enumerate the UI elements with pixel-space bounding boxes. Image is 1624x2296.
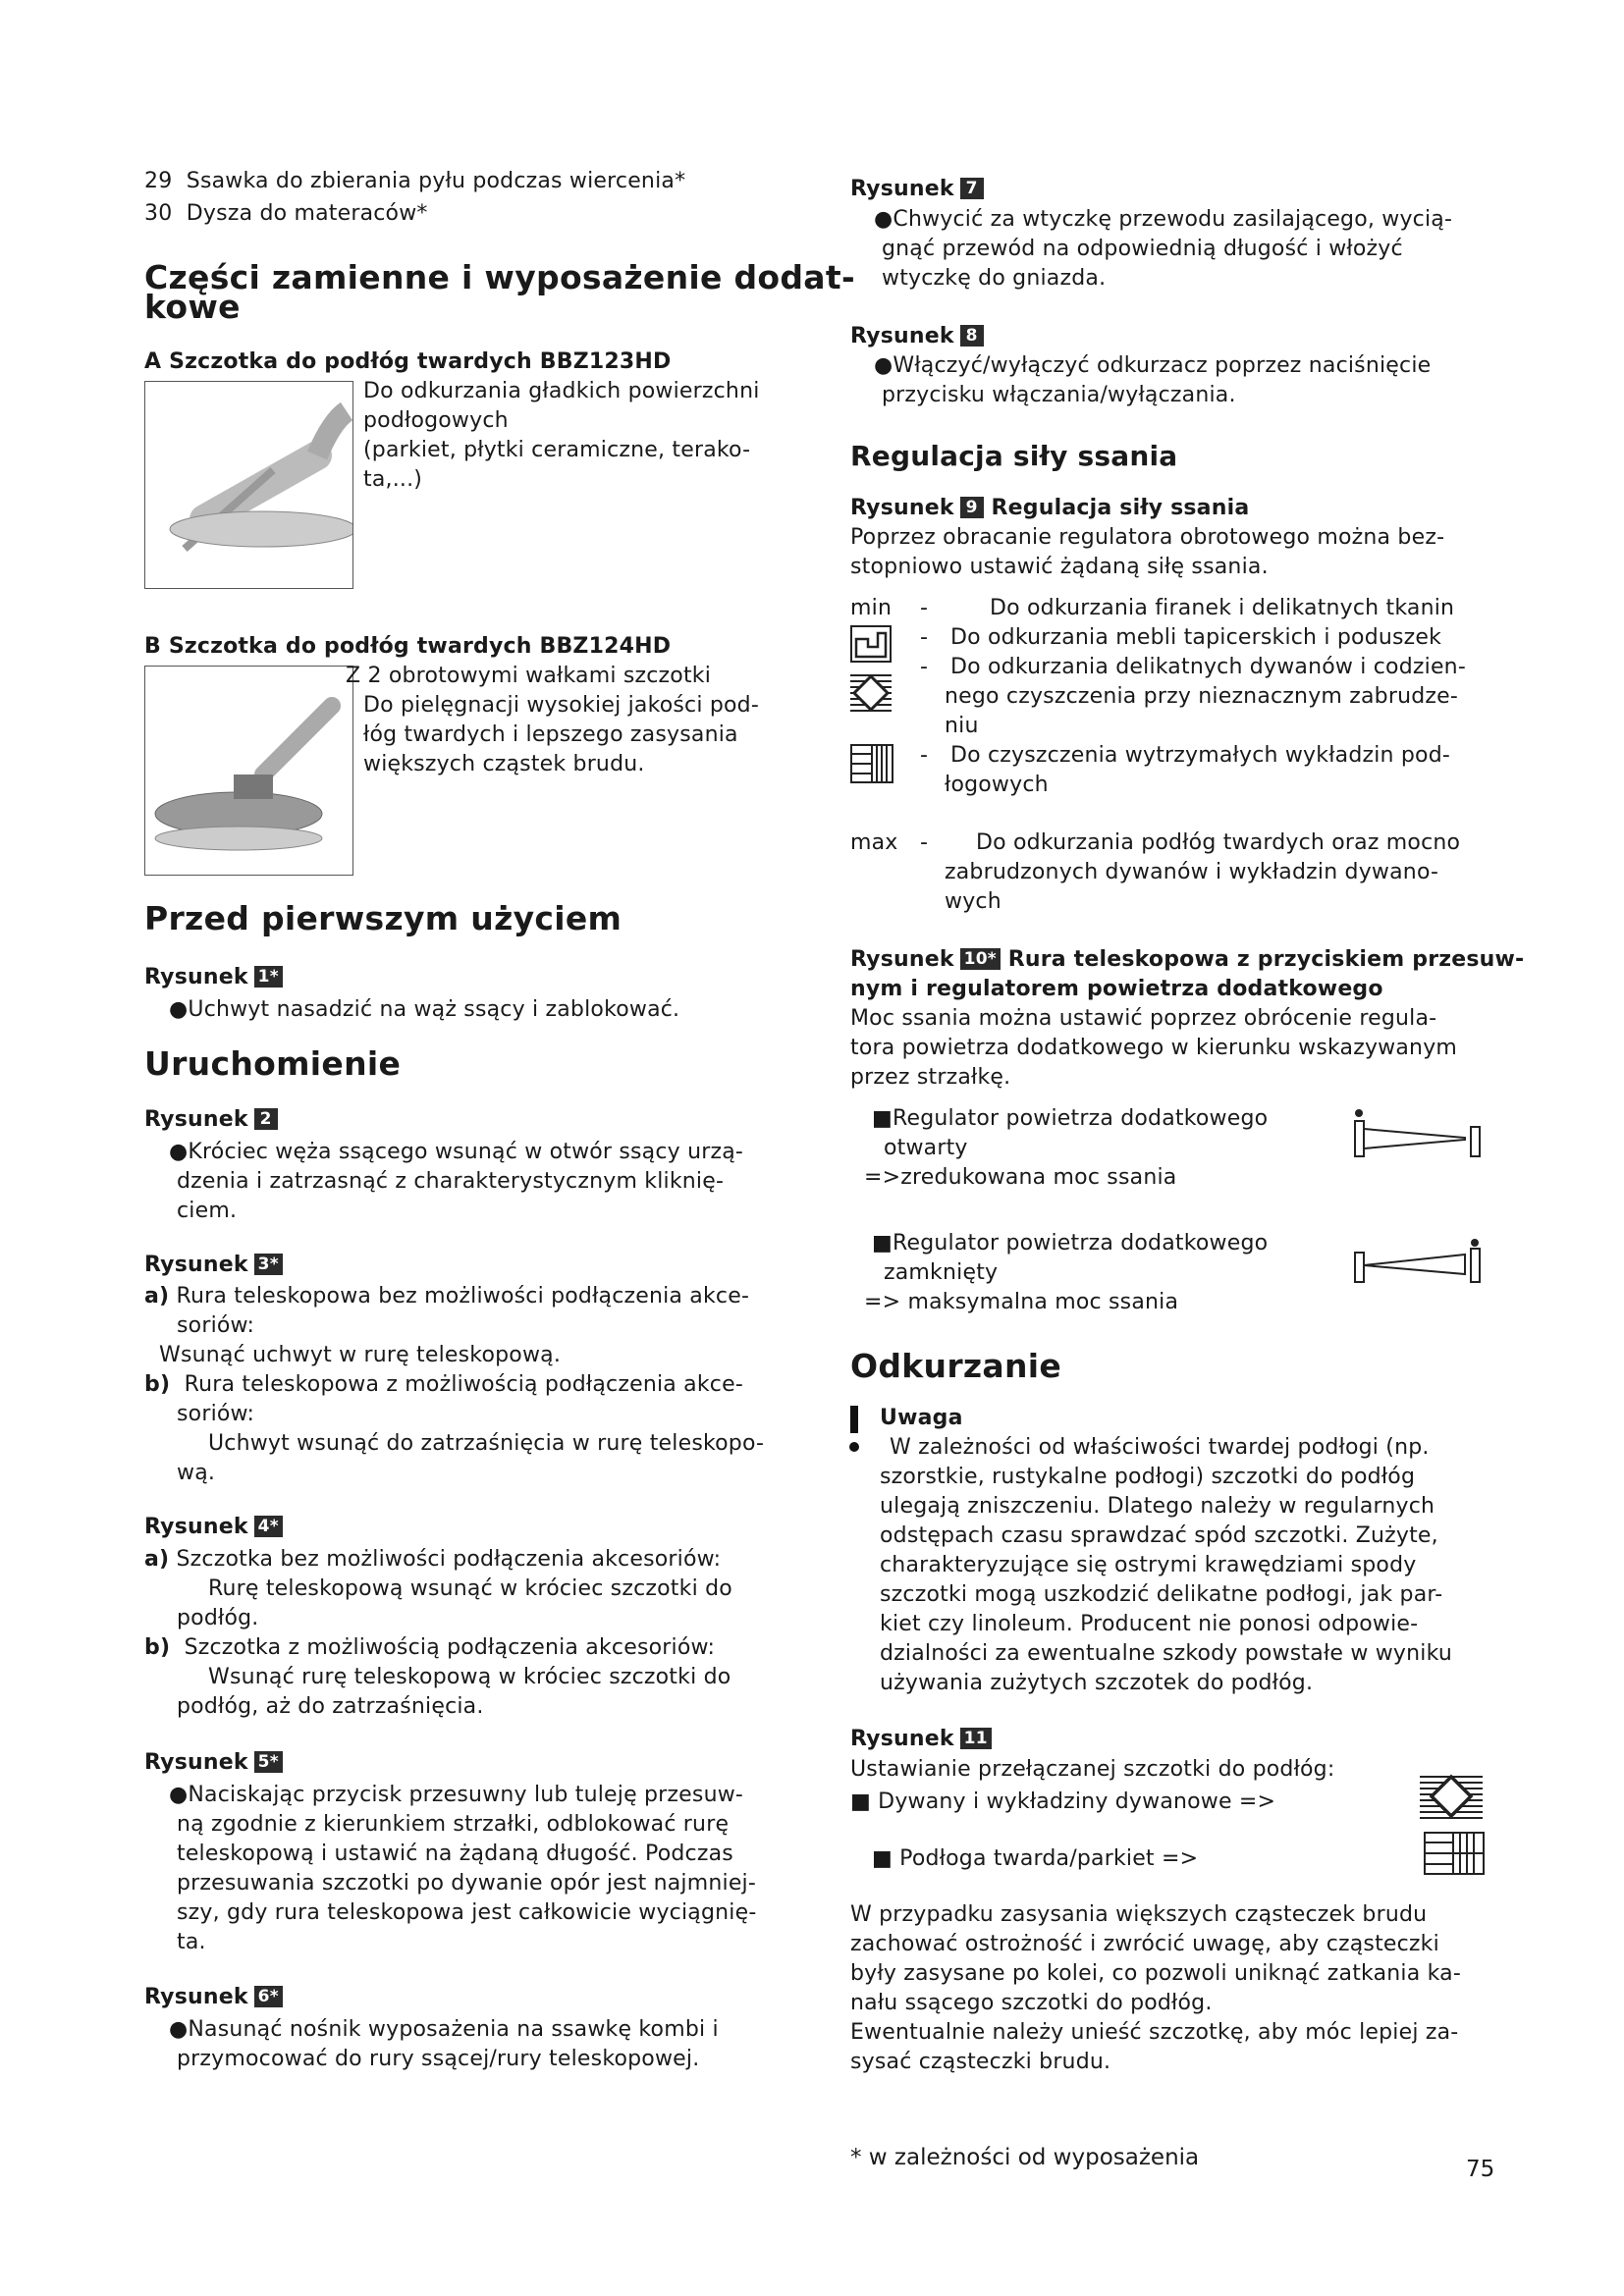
r2-line-2: dzenia i zatrzasnąć z charakterystycznym kliknię- [177,1169,725,1194]
r5-line-3: teleskopową i ustawić na żądaną długość. Podczas [177,1842,733,1866]
rysunek-11: Rysunek 11 [850,1725,992,1754]
warning-line-7: kiet czy linoleum. Producent nie ponosi odpowie- [880,1612,1419,1636]
r7-line-3: wtyczkę do gniazda. [882,266,1107,291]
warning-line-5: charakteryzujące się ostrymi krawędziami spody [880,1553,1417,1577]
spare-parts-title-1: Części zamienne i wyposażenie dodat- [144,258,855,296]
figure-badge-6: 6* [254,1986,283,2007]
r7-line-2: gnąć przewód na odpowiednią długość i włożyć [882,237,1403,261]
r2-line-1: ●Króciec węża ssącego wsunąć w otwór ssący urzą- [169,1140,744,1164]
upholstery-icon [850,625,892,667]
outro-line-3: były zasysane po kolei, co pozwoli uniknąć zatkania ka- [850,1961,1461,1986]
hard-floor-setting-icon [1424,1832,1485,1879]
r10-text-2: tora powietrza dodatkowego w kierunku wskazywanym [850,1036,1458,1060]
warning-icon [846,1404,864,1459]
parquet-icon [850,744,893,787]
before-first-use-title: Przed pierwszym użyciem [144,899,623,937]
rysunek-4: Rysunek 4* [144,1513,283,1542]
open-line-1: ■Regulator powietrza dodatkowego [872,1106,1269,1131]
r11-carpets: ■ Dywany i wykładziny dywanowe => [850,1789,1276,1814]
r3-b-line-1: b) Rura teleskopowa z możliwością podłączenia akce- [144,1372,743,1397]
max-label: max [850,830,898,855]
brush-b-title: B Szczotka do podłóg twardych BBZ124HD [144,634,672,659]
outro-line-2: zachować ostrożność i zwrócić uwagę, aby cząsteczki [850,1932,1439,1956]
r4-a-line: a) Szczotka bez możliwości podłączenia akcesoriów: [144,1547,722,1572]
l3-dash: - [920,655,929,679]
page-number: 75 [1466,2157,1495,2182]
rysunek-3: Rysunek 3* [144,1251,283,1280]
r8-line-2: przycisku włączania/wyłączania. [882,383,1236,407]
max-text-2: zabrudzonych dywanów i wykładzin dywano- [945,860,1439,884]
r4-a-action-2: podłóg. [177,1606,259,1630]
r8-line-1: ●Włączyć/wyłączyć odkurzacz poprzez naciśnięcie [874,353,1432,378]
carpet-setting-icon [1420,1774,1483,1823]
regulator-closed-icon [1351,1233,1489,1296]
r3-b-action-1: Uchwyt wsunąć do zatrzaśnięcia w rurę teleskopo- [208,1431,765,1456]
l3-text-3: niu [945,714,979,738]
r10-text-1: Moc ssania można ustawić poprzez obrócenie regula- [850,1006,1437,1031]
suction-intro-2: stopniowo ustawić żądaną siłę ssania. [850,555,1269,579]
open-line-3: =>zredukowana moc ssania [864,1165,1177,1190]
warning-line-3: ulegają zniszczeniu. Dlatego należy w regularnych [880,1494,1435,1519]
l3-text-2: nego czyszczenia przy nieznacznym zabrudze- [945,684,1459,709]
l2-dash: - [920,625,929,650]
max-text-3: wych [945,889,1001,914]
warning-line-9: używania zużytych szczotek do podłóg. [880,1671,1314,1695]
open-line-2: otwarty [884,1136,968,1160]
r3-a-action: Wsunąć uchwyt w rurę teleskopową. [159,1343,562,1367]
warning-line-8: dzialności za ewentualne szkody powstałe w wyniku [880,1641,1452,1666]
figure-badge-10: 10* [960,948,1001,970]
r5-line-2: ną zgodnie z kierunkiem strzałki, odblokować rurę [177,1812,730,1837]
r4-b-line: b) Szczotka z możliwością podłączenia akcesoriów: [144,1635,716,1660]
rysunek-8: Rysunek 8 [850,322,984,351]
rysunek-2: Rysunek 2 [144,1105,278,1135]
figure-badge-4: 4* [254,1516,283,1537]
figure-badge-2: 2 [254,1108,278,1130]
figure-badge-8: 8 [960,325,984,347]
r2-line-3: ciem. [177,1199,238,1223]
r10-title-2: nym i regulatorem powietrza dodatkowego [850,977,1383,1001]
r1-text: ●Uchwyt nasadzić na wąż ssący i zablokować. [169,997,680,1022]
brush-a-desc-3: (parkiet, płytki ceramiczne, terako- [363,438,751,462]
brush-a-image [144,381,353,589]
r3-b-action-2: wą. [177,1461,216,1485]
startup-title: Uruchomienie [144,1044,402,1083]
r4-b-action-1: Wsunąć rurę teleskopową w króciec szczotki do [208,1665,731,1689]
r11-hard: ■ Podłoga twarda/parkiet => [872,1846,1199,1871]
r4-a-action-1: Rurę teleskopową wsunąć w króciec szczotki do [208,1576,732,1601]
item-29: 29 Ssawka do zbierania pyłu podczas wiercenia* [144,169,686,193]
brush-b-desc-2: Do pielęgnacji wysokiej jakości pod- [363,693,759,718]
l4-text-1: Do czyszczenia wytrzymałych wykładzin pod- [950,743,1451,768]
vacuuming-title: Odkurzanie [850,1347,1062,1385]
closed-line-1: ■Regulator powietrza dodatkowego [872,1231,1269,1255]
r5-line-6: ta. [177,1930,206,1954]
suction-intro-1: Poprzez obracanie regulatora obrotowego można bez- [850,525,1445,550]
brush-b-image [144,666,353,876]
warning-line-2: szorstkie, rustykalne podłogi) szczotki do podłóg [880,1465,1416,1489]
figure-badge-3: 3* [254,1254,283,1275]
brush-a-illustration [145,382,352,588]
rysunek-7: Rysunek 7 [850,175,984,204]
brush-a-title: A Szczotka do podłóg twardych BBZ123HD [144,349,672,374]
r3-a-line-1: a) Rura teleskopowa bez możliwości podłączenia akce- [144,1284,750,1308]
figure-badge-5: 5* [254,1751,283,1773]
r5-line-1: ●Naciskając przycisk przesuwny lub tuleję przesuw- [169,1783,744,1807]
r4-b-action-2: podłóg, aż do zatrzaśnięcia. [177,1694,484,1719]
figure-badge-9: 9 [960,497,984,518]
warning-line-4: odstępach czasu sprawdzać spód szczotki. Zużyte, [880,1523,1438,1548]
r5-line-4: przesuwania szczotki po dywanie opór jest najmniej- [177,1871,757,1896]
warning-line-6: szczotki mogą uszkodzić delikatne podłogi, jak par- [880,1582,1443,1607]
l4-text-2: łogowych [945,773,1049,797]
min-dash: - [920,596,929,620]
outro-line-1: W przypadku zasysania większych cząsteczek brudu [850,1902,1428,1927]
r7-line-1: ●Chwycić za wtyczkę przewodu zasilającego, wycią- [874,207,1453,232]
outro-line-6: sysać cząsteczki brudu. [850,2050,1111,2074]
l3-text-1: Do odkurzania delikatnych dywanów i codzien- [950,655,1466,679]
closed-line-2: zamknięty [884,1260,999,1285]
regulator-open-icon [1351,1107,1489,1170]
min-label: min [850,596,893,620]
brush-a-desc-1: Do odkurzania gładkich powierzchni [363,379,760,403]
r3-a-line-2: soriów: [177,1313,255,1338]
r6-line-2: przymocować do rury ssącej/rury teleskopowej. [177,2047,700,2071]
brush-b-desc-3: łóg twardych i lepszego zasysania [363,722,738,747]
figure-badge-7: 7 [960,178,984,199]
max-dash: - [920,830,929,855]
brush-b-illustration [145,667,352,875]
rysunek-9: Rysunek 9 Regulacja siły ssania [850,496,1250,520]
min-text: Do odkurzania firanek i delikatnych tkanin [990,596,1455,620]
l4-dash: - [920,743,929,768]
warning-line-1: W zależności od właściwości twardej podłogi (np. [890,1435,1430,1460]
brush-b-desc-4: większych cząstek brudu. [363,752,645,776]
r10-text-3: przez strzałkę. [850,1065,1011,1090]
r11-intro: Ustawianie przełączanej szczotki do podłóg: [850,1757,1335,1782]
item-30: 30 Dysza do materaców* [144,201,428,226]
brush-a-desc-2: podłogowych [363,408,509,433]
suction-title: Regulacja siły ssania [850,440,1178,472]
l2-text: Do odkurzania mebli tapicerskich i poduszek [950,625,1442,650]
outro-line-5: Ewentualnie należy unieść szczotkę, aby móc lepiej za- [850,2020,1459,2045]
carpet-icon [850,672,892,718]
footnote: * w zależności od wyposażenia [850,2145,1200,2170]
spare-parts-title-2: kowe [144,288,241,326]
rysunek-5: Rysunek 5* [144,1748,283,1778]
rysunek-6: Rysunek 6* [144,1983,283,2012]
r5-line-5: szy, gdy rura teleskopowa jest całkowicie wyciągnię- [177,1900,757,1925]
rysunek-1: Rysunek 1* [144,963,283,992]
figure-badge-1: 1* [254,966,283,988]
r6-line-1: ●Nasunąć nośnik wyposażenia na ssawkę kombi i [169,2017,719,2042]
r3-b-line-2: soriów: [177,1402,255,1426]
max-text-1: Do odkurzania podłóg twardych oraz mocno [976,830,1461,855]
rysunek-10: Rysunek 10* Rura teleskopowa z przyciskiem przesuw- [850,947,1525,972]
brush-a-desc-4: ta,...) [363,467,423,492]
outro-line-4: nału ssącego szczotki do podłóg. [850,1991,1213,2015]
brush-b-desc-1: Z 2 obrotowymi wałkami szczotki [346,664,712,688]
warning-title: Uwaga [880,1406,963,1430]
figure-badge-11: 11 [960,1728,992,1749]
closed-line-3: => maksymalna moc ssania [864,1290,1179,1314]
